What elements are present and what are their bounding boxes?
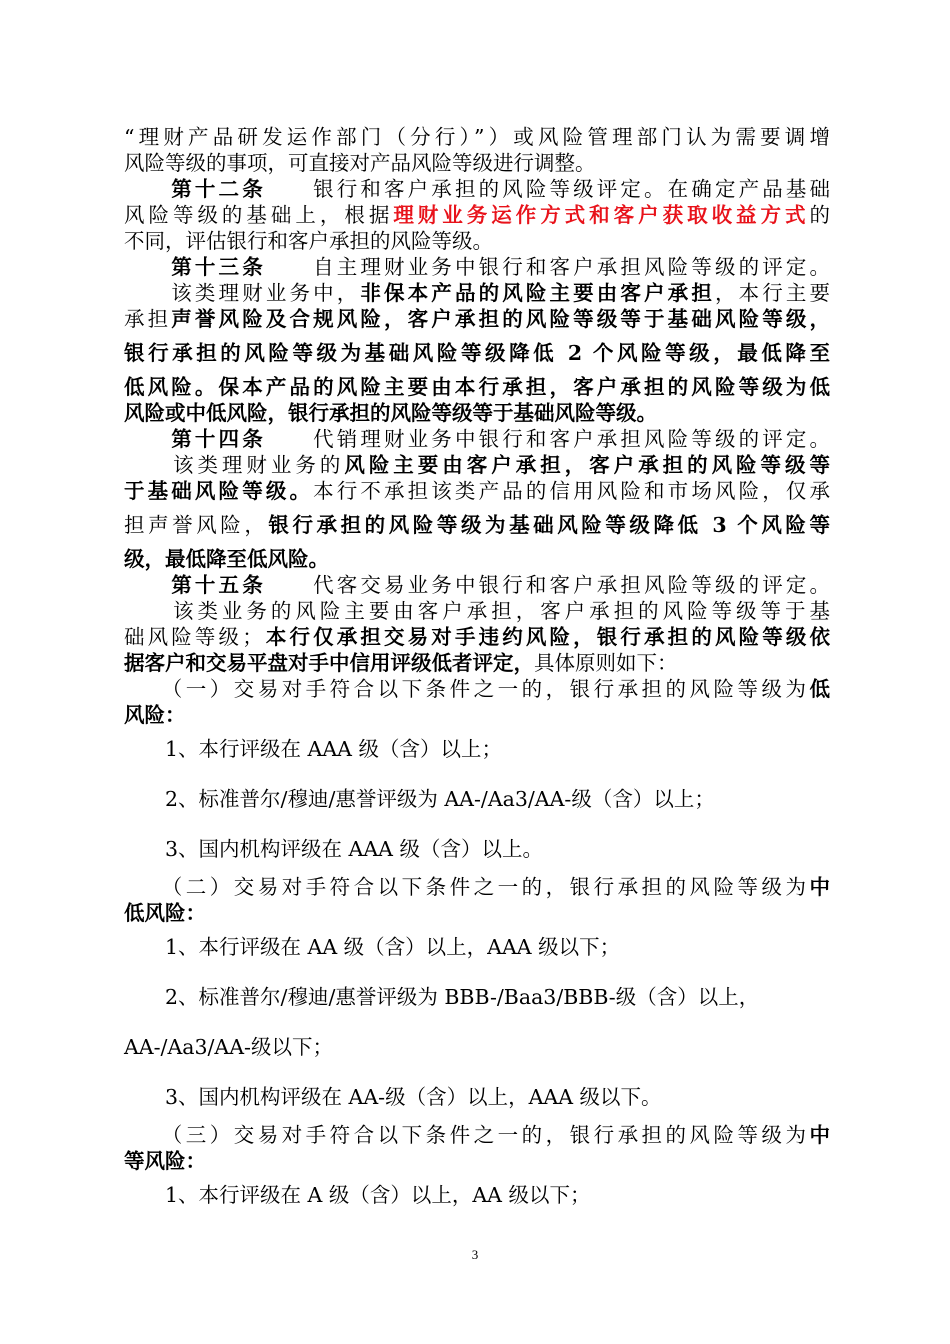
text-line: 1、本行评级在 AAA 级（含）以上；	[124, 737, 502, 761]
highlighted-text: 理财业务运作方式和客户获取收益方式	[393, 203, 810, 227]
text-line: 2、标准普尔/穆迪/惠誉评级为 BBB-/Baa3/BBB-级（含）以上，	[124, 985, 760, 1009]
text-line: 该类业务的风险主要由客户承担，客户承担的风险等级等于基	[124, 599, 830, 623]
text-line: （一）交易对手符合以下条件之一的，银行承担的风险等级为低	[124, 677, 830, 701]
text-line: 2、标准普尔/穆迪/惠誉评级为 AA-/Aa3/AA-级（含）以上；	[124, 787, 715, 811]
bold-text: 中	[809, 1123, 830, 1147]
text-line: “理财产品研发运作部门（分行）”）或风险管理部门认为需要调增	[124, 125, 830, 149]
text-line: （二）交易对手符合以下条件之一的，银行承担的风险等级为中	[124, 875, 830, 899]
text-line: 风险：	[124, 703, 186, 727]
text-line: 于基础风险等级。本行不承担该类产品的信用风险和市场风险，仅承	[124, 479, 831, 503]
text-line: 风险等级的事项，可直接对产品风险等级进行调整。	[124, 151, 596, 175]
text-line: 等风险：	[124, 1149, 206, 1173]
text-line: 担声誉风险，银行承担的风险等级为基础风险等级降低 3 个风险等	[124, 513, 830, 537]
text-line: 第十二条 银行和客户承担的风险等级评定。在确定产品基础	[171, 177, 831, 201]
text-line: 3、国内机构评级在 AAA 级（含）以上。	[124, 837, 543, 861]
bold-text: 本行仅承担交易对手违约风险，银行承担的风险等级依	[262, 625, 831, 649]
text-line: 第十三条 自主理财业务中银行和客户承担风险等级的评定。	[171, 255, 831, 279]
text-line: 础风险等级；本行仅承担交易对手违约风险，银行承担的风险等级依	[124, 625, 831, 649]
text-line: 1、本行评级在 AA 级（含）以上，AAA 级以下；	[124, 935, 621, 959]
text-line: 低风险：	[124, 901, 206, 925]
text-line: 第十四条 代销理财业务中银行和客户承担风险等级的评定。	[171, 427, 831, 451]
page-number: 3	[471, 1247, 479, 1262]
bold-text: 中	[809, 875, 830, 899]
bold-text: 低	[809, 677, 830, 701]
text-line: 3、国内机构评级在 AA-级（含）以上，AAA 级以下。	[124, 1085, 662, 1109]
article-heading: 第十二条	[171, 177, 266, 201]
text-line: 不同，评估银行和客户承担的风险等级。	[124, 229, 493, 253]
article-heading: 第十五条	[171, 573, 266, 597]
text-line: 风险等级的基础上，根据理财业务运作方式和客户获取收益方式的	[124, 203, 831, 227]
article-heading: 第十四条	[171, 427, 266, 451]
text-line: 银行承担的风险等级为基础风险等级降低 2 个风险等级，最低降至	[124, 341, 830, 365]
text-line: 风险或中低风险，银行承担的风险等级等于基础风险等级。	[124, 401, 657, 425]
text-line: 该类理财业务中，非保本产品的风险主要由客户承担，本行主要	[124, 281, 831, 305]
text-line: 级，最低降至低风险。	[124, 547, 329, 571]
bold-text: 声誉风险及合规风险，客户承担的风险等级等于基础风险等级，	[171, 307, 831, 331]
bold-text: 风险主要由客户承担，客户承担的风险等级等	[344, 453, 831, 477]
text-line: 该类理财业务的风险主要由客户承担，客户承担的风险等级等	[124, 453, 831, 477]
text-line: AA-/Aa3/AA-级以下；	[124, 1035, 333, 1059]
text-line: 据客户和交易平盘对手中信用评级低者评定，具体原则如下：	[124, 651, 678, 675]
article-heading: 第十三条	[171, 255, 266, 279]
text-line: 承担声誉风险及合规风险，客户承担的风险等级等于基础风险等级，	[124, 307, 831, 331]
bold-text: 据客户和交易平盘对手中信用评级低者评定，	[124, 651, 534, 675]
text-line: 第十五条 代客交易业务中银行和客户承担风险等级的评定。	[171, 573, 831, 597]
bold-text: 于基础风险等级。	[124, 479, 314, 503]
bold-text: 银行承担的风险等级为基础风险等级降低 3 个风险等	[268, 513, 830, 537]
text-line: 低风险。保本产品的风险主要由本行承担，客户承担的风险等级为低	[124, 375, 830, 399]
text-line: （三）交易对手符合以下条件之一的，银行承担的风险等级为中	[124, 1123, 830, 1147]
text-line: 1、本行评级在 A 级（含）以上，AA 级以下；	[124, 1183, 591, 1207]
bold-text: 非保本产品的风险主要由客户承担	[360, 281, 715, 305]
